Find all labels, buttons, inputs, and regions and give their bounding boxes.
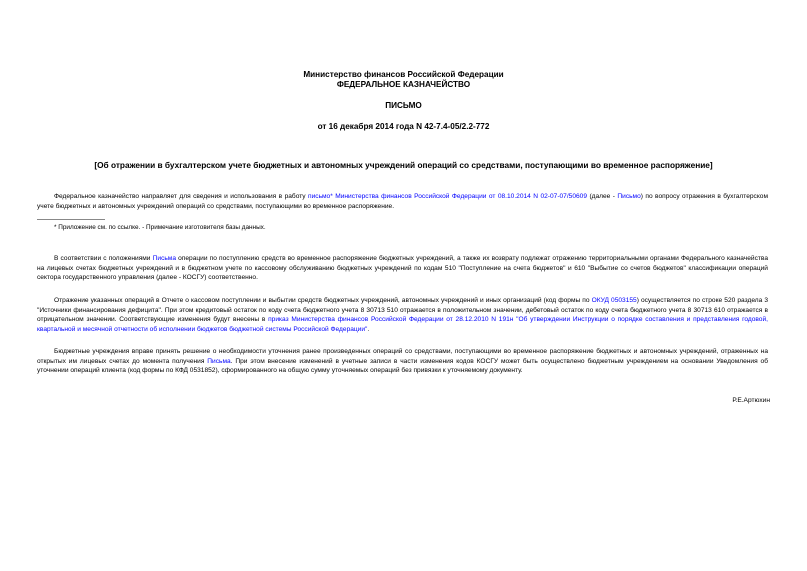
paragraph-2-text-a: В соответствии с положениями bbox=[54, 255, 153, 262]
okud-link[interactable]: ОКУД 0503155 bbox=[591, 297, 637, 304]
minfin-letter-link[interactable]: письмо* Министерства финансов Российской Федерации от 08.10.2014 N 02-07-07/50609 bbox=[308, 193, 588, 200]
paragraph-4-text-a: Бюджетные учреждения вправе принять решение о необходимости уточнения ранее произведенных операций со средствами, поступающими во временное распоряжение бюджетных и автономных учреждений, отраженных на открытых им лицевых счетах до момента получения bbox=[37, 348, 768, 365]
paragraph-2-text-b: операции по поступлению средств во временное распоряжение бюджетных учреждений, а также их возврату подлежат отражению территориальными органами Федерального казначейства на лицевых счетах бюджетных учреждений и в бюджетном учете по кассовому обслуживанию бюджетных учреждений по кодам 510 "Поступление на счета бюджетов" и 610 "Выбытие со счетов бюджетов" классификации операций сектора государственного управления (далее - КОСГУ) соответственно. bbox=[37, 255, 768, 281]
document-subject: [Об отражении в бухгалтерском учете бюджетных и автономных учреждений операций со средствами, поступающими во временное распоряжение] bbox=[94, 160, 713, 170]
signature: Р.Е.Артюхин bbox=[732, 397, 770, 404]
document-type: ПИСЬМО bbox=[385, 101, 422, 110]
paragraph-4 bbox=[37, 347, 768, 376]
letter-link[interactable]: Письмо bbox=[617, 193, 641, 200]
paragraph-4-text-b: . При этом внесение изменений в учетные записи в части изменения кодов КОСГУ может быть осуществлено бюджетным учреждением на основании Уведомления об уточнении операций клиента (код формы по КФД 0531852), сформированного на общую сумму уточняемых операций без привязки к уточняемому документу. bbox=[37, 357, 768, 374]
letter-link-3[interactable]: Письма bbox=[207, 357, 231, 365]
footnote: * Приложение см. по ссылке. - Примечание изготовителя базы данных. bbox=[54, 224, 266, 231]
paragraph-3 bbox=[37, 296, 768, 334]
paragraph-1 bbox=[37, 192, 768, 211]
paragraph-1-text-a: Федеральное казначейство направляет для сведения и использования в работу bbox=[54, 193, 309, 200]
paragraph-1-text-b: (далее - bbox=[587, 193, 618, 200]
order-191n-link[interactable]: приказ Министерства финансов Российской Федерации от 28.12.2010 N 191н "Об утверждении Инструкции о порядке составления и представления годовой, квартальной и месячной отчетности об исполнении бюджетов бюджетной системы Российской Федерации" bbox=[37, 316, 768, 333]
paragraph-1-text-c: ) по вопросу отражения в бухгалтерском учете бюджетных и автономных учреждений операций со средствами, поступающими во временное распоряжение. bbox=[37, 193, 768, 210]
paragraph-3-text-a: Отражение указанных операций в Отчете о кассовом поступлении и выбытии средств бюджетных учреждений, автономных учреждений и иных организаций (код формы по bbox=[54, 297, 592, 304]
ministry-name: Министерство финансов Российской Федерации bbox=[303, 70, 504, 79]
paragraph-2 bbox=[37, 254, 768, 283]
paragraph-3-text-c: . bbox=[367, 325, 370, 333]
header-block bbox=[0, 70, 807, 90]
paragraph-3-text-b: ) осуществляется по строке 520 раздела 3 "Источники финансирования дефицита". При этом кредитовый остаток по коду счета бюджетного учета 8 30713 510 отражается в положительном значении, дебетовый остаток по коду счета бюджетного учета 8 30713 610 отражается в отрицательном значении. Соответствующие изменения будут внесены в bbox=[37, 297, 769, 323]
document-date-number: от 16 декабря 2014 года N 42-7.4-05/2.2-772 bbox=[317, 122, 490, 131]
treasury-name: ФЕДЕРАЛЬНОЕ КАЗНАЧЕЙСТВО bbox=[336, 80, 471, 89]
letter-link-2[interactable]: Письма bbox=[152, 255, 176, 262]
footnote-divider bbox=[37, 219, 105, 220]
